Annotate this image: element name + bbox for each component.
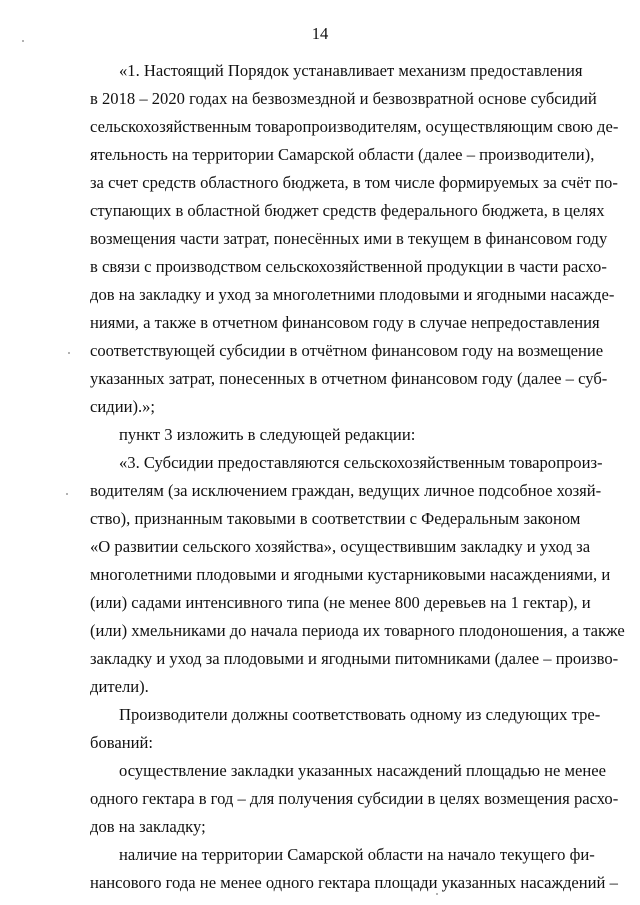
text-line: Производители должны соответствовать одному из следующих тре- (119, 705, 601, 724)
scan-speck (22, 40, 24, 42)
text-line: нансового года не менее одного гектара площади указанных насаждений – (90, 873, 618, 892)
text-line: ниями, а также в отчетном финансовом году в случае непредоставления (90, 313, 600, 332)
text-line: в 2018 – 2020 годах на безвозмездной и безвозвратной основе субсидий (90, 89, 597, 108)
text-line: «3. Субсидии предоставляются сельскохозяйственным товаропроиз- (119, 453, 603, 472)
paragraph-3 (90, 449, 625, 701)
scan-speck (68, 352, 70, 354)
text-line: ятельность на территории Самарской области (далее – производители), (90, 145, 595, 164)
scan-speck (436, 893, 438, 895)
text-line: закладку и уход за плодовыми и ягодными питомниками (далее – произво- (90, 649, 619, 668)
text-line: в связи с производством сельскохозяйственной продукции в части расхо- (90, 257, 607, 276)
page-number: 14 (311, 24, 329, 43)
text-line: сидии).»; (90, 397, 156, 416)
document-body (90, 57, 625, 897)
text-line: (или) садами интенсивного типа (не менее 800 деревьев на 1 гектар), и (90, 593, 591, 612)
text-line: сельскохозяйственным товаропроизводителям, осуществляющим свою де- (90, 117, 619, 136)
text-line: «О развитии сельского хозяйства», осуществившим закладку и уход за (90, 537, 591, 556)
text-line: дители). (90, 677, 149, 696)
text-line: бований: (90, 733, 153, 752)
text-line: пункт 3 изложить в следующей редакции: (119, 425, 416, 444)
text-line: дов на закладку и уход за многолетними плодовыми и ягодными насажде- (90, 285, 615, 304)
paragraph-4 (90, 701, 601, 757)
text-line: соответствующей субсидии в отчётном финансовом году на возмещение (90, 341, 604, 360)
text-line: водителям (за исключением граждан, ведущих личное подсобное хозяй- (90, 481, 602, 500)
text-line: многолетними плодовыми и ягодными кустарниковыми насаждениями, и (90, 565, 611, 584)
text-line: одного гектара в год – для получения субсидии в целях возмещения расхо- (90, 789, 619, 808)
text-line: осуществление закладки указанных насаждений площадью не менее (119, 761, 607, 780)
paragraph-5 (90, 757, 619, 841)
text-line: за счет средств областного бюджета, в том числе формируемых за счёт по- (90, 173, 618, 192)
text-line: возмещения части затрат, понесённых ими в текущем в финансовом году (90, 229, 608, 248)
text-line: наличие на территории Самарской области на начало текущего фи- (119, 845, 595, 864)
paragraph-1 (90, 57, 619, 421)
text-line: указанных затрат, понесенных в отчетном финансовом году (далее – суб- (90, 369, 608, 388)
text-line: «1. Настоящий Порядок устанавливает механизм предоставления (119, 61, 583, 80)
text-line: (или) хмельниками до начала периода их товарного плодоношения, а также (90, 621, 625, 640)
text-line: ступающих в областной бюджет средств федерального бюджета, в целях (90, 201, 605, 220)
paragraph-6 (90, 841, 618, 897)
text-line: дов на закладку; (90, 817, 206, 836)
paragraph-2 (90, 421, 568, 449)
scan-speck (66, 493, 68, 495)
text-line: ство), признанным таковыми в соответствии с Федеральным законом (90, 509, 581, 528)
